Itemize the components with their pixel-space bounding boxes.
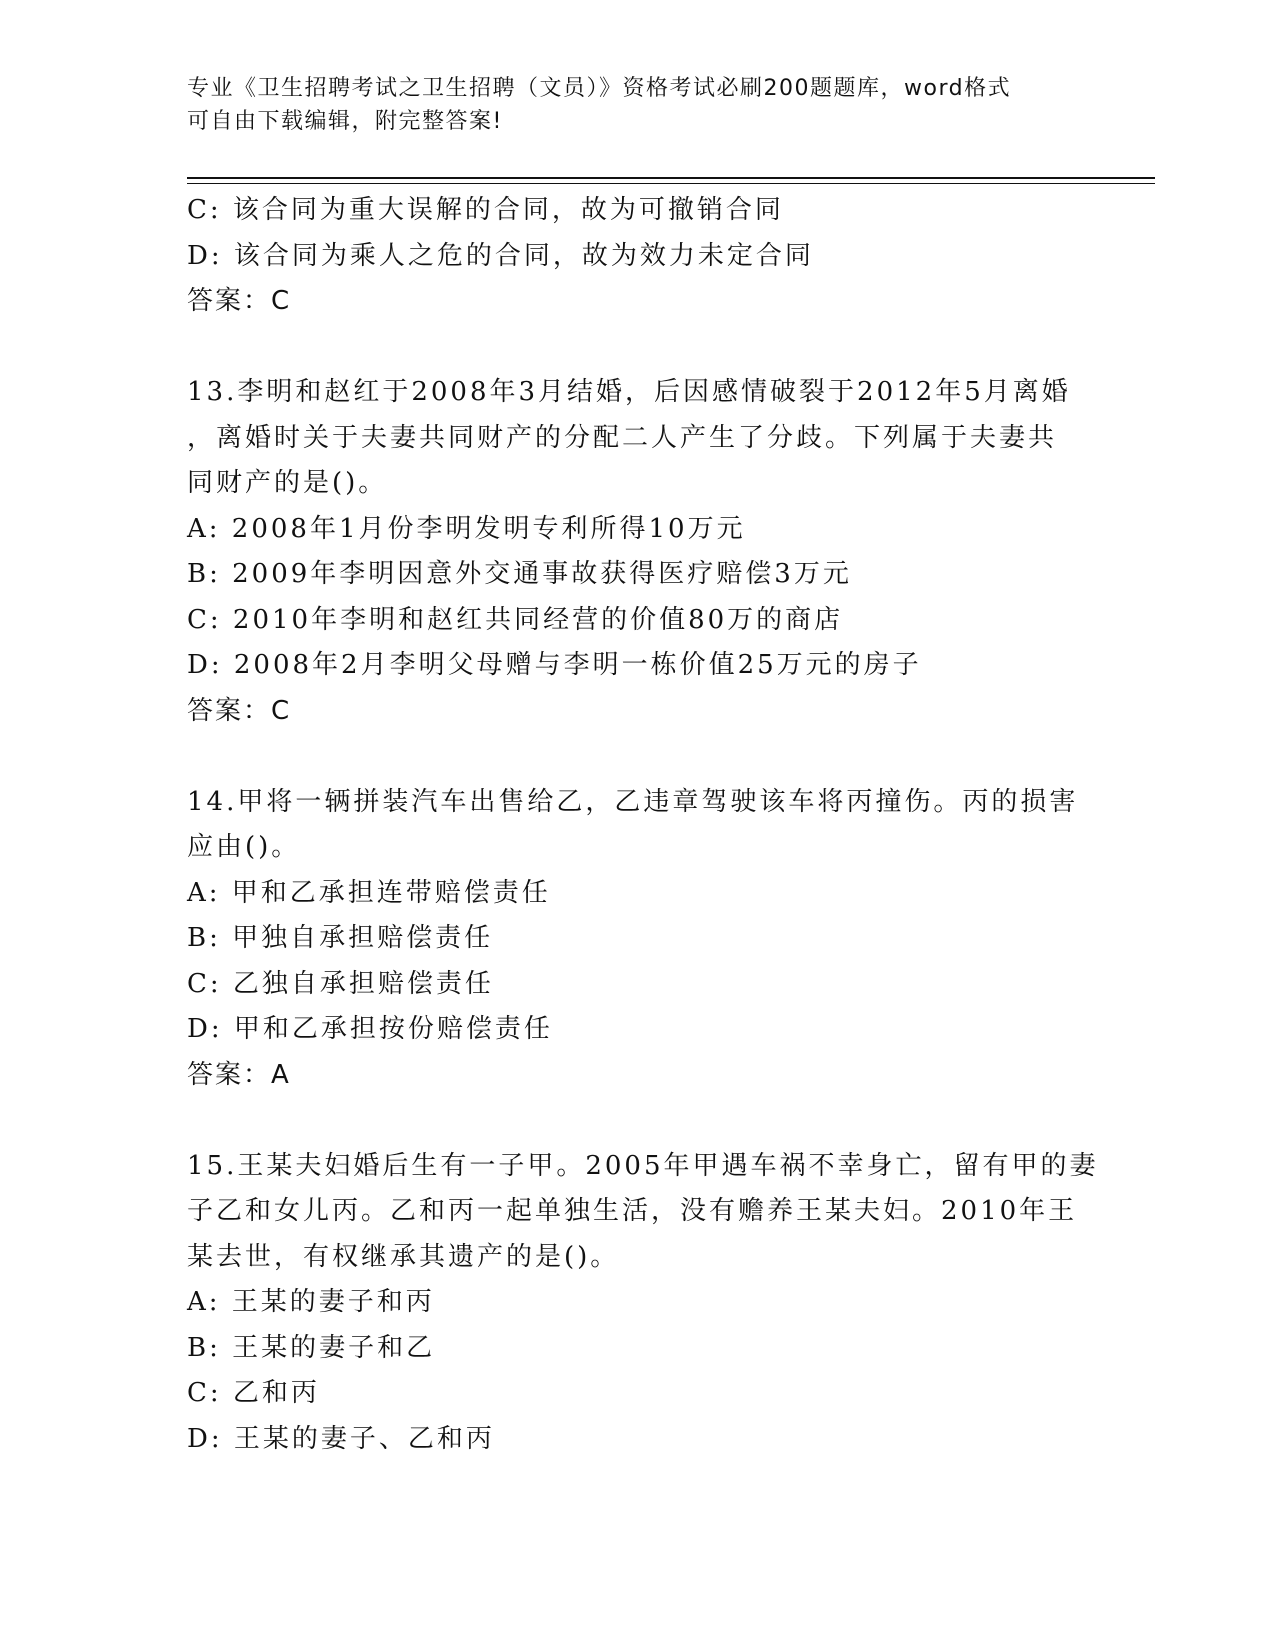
- spacer: [187, 325, 1087, 371]
- question-stem-line: 应由()。: [187, 832, 301, 862]
- question-13: [187, 370, 1087, 734]
- option-a: A: 2008年1月份李明发明专利所得10万元: [187, 513, 746, 544]
- header-rule-thin: [187, 183, 1155, 184]
- question-stem-line: 14.甲将一辆拼装汽车出售给乙，乙违章驾驶该车将丙撞伤。丙的损害: [187, 786, 1079, 817]
- spacer: [187, 1098, 1087, 1144]
- option-a: A: 王某的妻子和丙: [187, 1287, 435, 1317]
- question-list: [187, 188, 1099, 1462]
- question-stem-line: 某去世，有权继承其遗产的是()。: [187, 1241, 620, 1272]
- option-d: D: 王某的妻子、乙和丙: [187, 1423, 495, 1454]
- question-14: [187, 780, 1087, 1099]
- option-c: C: 该合同为重大误解的合同，故为可撤销合同: [187, 195, 784, 225]
- question-stem-line: 13.李明和赵红于2008年3月结婚，后因感情破裂于2012年5月离婚: [187, 377, 1071, 407]
- question-stem-line: ，离婚时关于夫妻共同财产的分配二人产生了分歧。下列属于夫妻共: [187, 422, 1058, 453]
- header-line-2: 可自由下载编辑，附完整答案!: [187, 109, 503, 134]
- answer-label: 答案：C: [187, 695, 292, 726]
- option-d: D: 甲和乙承担按份赔偿责任: [187, 1014, 553, 1044]
- option-c: C: 乙和丙: [187, 1378, 320, 1408]
- option-d: D: 2008年2月李明父母赠与李明一栋价值25万元的房子: [187, 650, 922, 680]
- question-12-continued: [187, 188, 1087, 325]
- option-d: D: 该合同为乘人之危的合同，故为效力未定合同: [187, 240, 814, 271]
- option-b: B: 2009年李明因意外交通事故获得医疗赔偿3万元: [187, 559, 852, 589]
- header-line-1: 专业《卫生招聘考试之卫生招聘（文员）》资格考试必刷200题题库，word格式: [187, 76, 1012, 101]
- option-c: C: 2010年李明和赵红共同经营的价值80万的商店: [187, 604, 844, 635]
- question-stem-line: 同财产的是()。: [187, 468, 388, 498]
- option-b: B: 王某的妻子和乙: [187, 1332, 436, 1363]
- option-a: A: 甲和乙承担连带赔偿责任: [187, 877, 551, 908]
- spacer: [187, 734, 1087, 780]
- option-b: B: 甲独自承担赔偿责任: [187, 923, 494, 953]
- option-c: C: 乙独自承担赔偿责任: [187, 968, 494, 999]
- document-header: [187, 72, 1067, 138]
- answer-label: 答案：A: [187, 1059, 291, 1090]
- question-stem-line: 子乙和女儿丙。乙和丙一起单独生活，没有赡养王某夫妇。2010年王: [187, 1196, 1078, 1226]
- header-rule-thick: [187, 177, 1155, 179]
- question-stem-line: 15.王某夫妇婚后生有一子甲。2005年甲遇车祸不幸身亡，留有甲的妻: [187, 1150, 1099, 1181]
- question-15: [187, 1144, 1099, 1463]
- answer-label: 答案：C: [187, 286, 292, 316]
